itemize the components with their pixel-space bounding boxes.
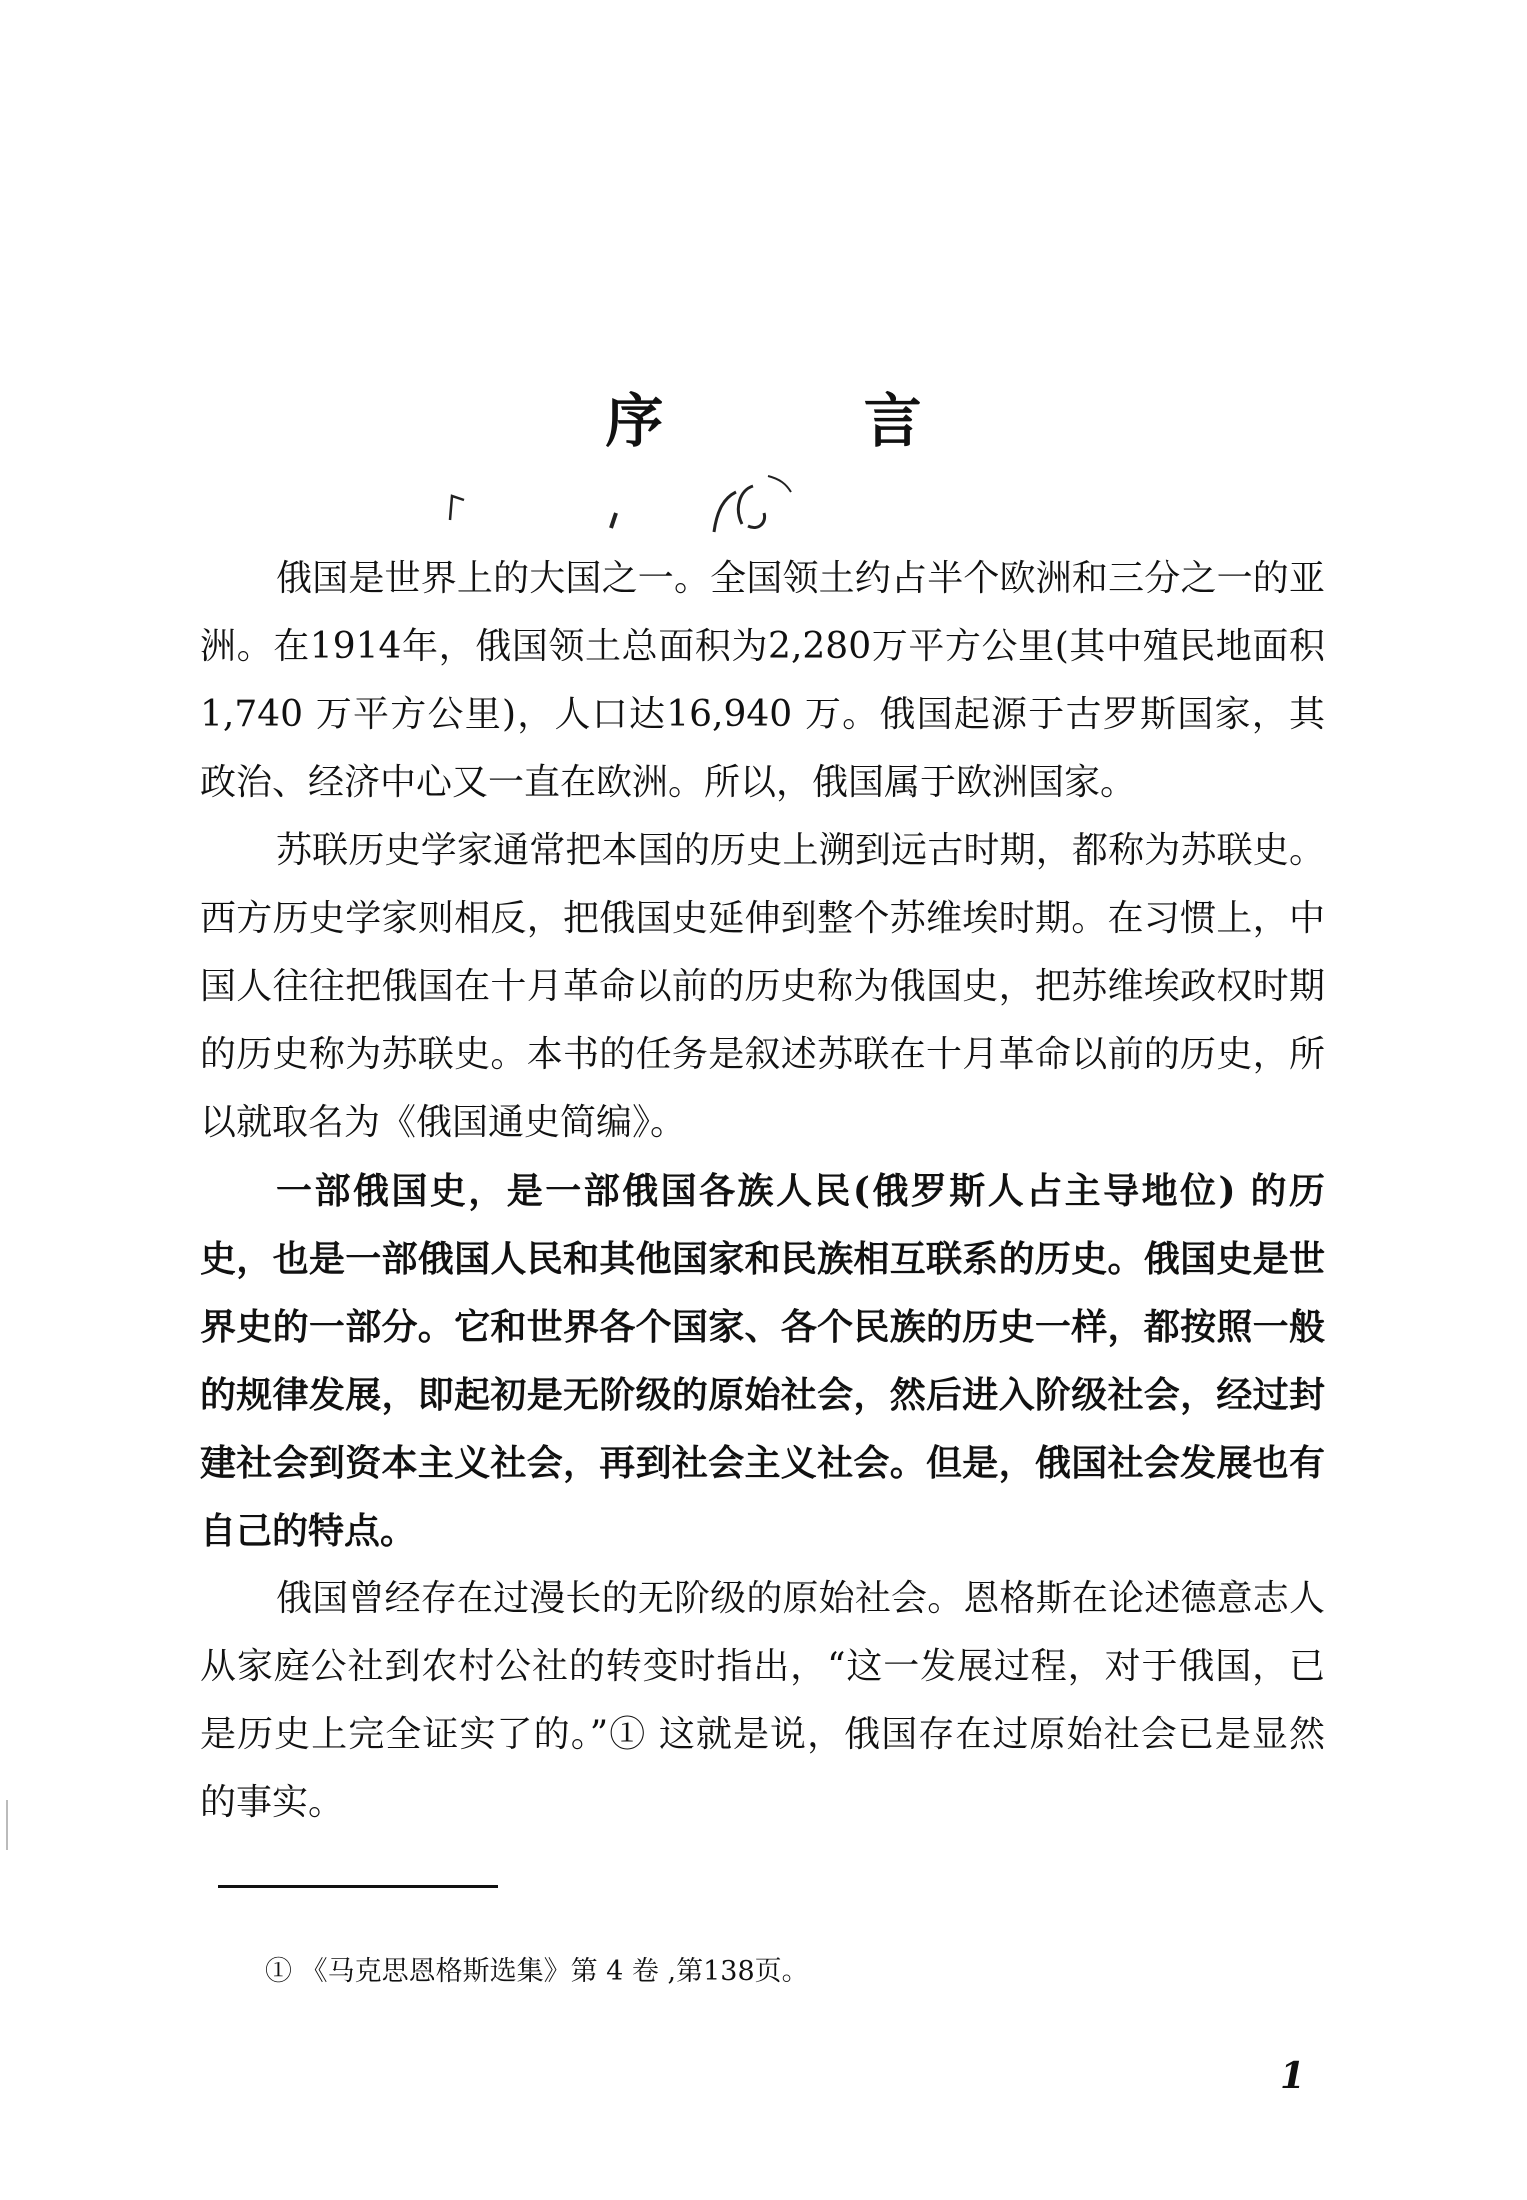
footnote-divider <box>218 1885 498 1888</box>
preface-body <box>200 545 1325 1837</box>
scan-edge-mark <box>6 1800 8 1850</box>
footnote: ① 《马克思恩格斯选集》第 4 卷 ,第138页。 <box>265 1956 809 1987</box>
paragraph-3: 一部俄国史，是一部俄国各族人民(俄罗斯人占主导地位) 的历史，也是一部俄国人民和其他国家和民族相互联系的历史。俄国史是世界史的一部分。它和世界各个国家、各个民族的历史一样，都按照一般的规律发展，即起初是无阶级的原始社会，然后进入阶级社会，经过封建社会到资本主义社会，再到社会主义社会。但是，俄国社会发展也有自己的特点。 <box>200 1170 1325 1552</box>
paragraph-4: 俄国曾经存在过漫长的无阶级的原始社会。恩格斯在论述德意志人从家庭公社到农村公社的转变时指出，“这一发展过程，对于俄国，已是历史上完全证实了的。”① 这就是说，俄国存在过原始社会已是显然的事实。 <box>200 1578 1325 1823</box>
paragraph-1: 俄国是世界上的大国之一。全国领土约占半个欧洲和三分之一的亚洲。在1914年，俄国领土总面积为2,280万平方公里(其中殖民地面积1,740 万平方公里)，人口达16,940 万。俄国起源于古罗斯国家，其政治、经济中心又一直在欧洲。所以，俄国属于欧洲国家。 <box>200 558 1325 803</box>
paragraph-2: 苏联历史学家通常把本国的历史上溯到远古时期，都称为苏联史。西方历史学家则相反，把俄国史延伸到整个苏维埃时期。在习惯上，中国人往往把俄国在十月革命以前的历史称为俄国史，把苏维埃政权时期的历史称为苏联史。本书的任务是叙述苏联在十月革命以前的历史，所以就取名为《俄国通史简编》。 <box>200 830 1325 1143</box>
page-number: 1 <box>1280 2055 1306 2097</box>
handwritten-marks <box>430 468 830 538</box>
page-title: 序 言 <box>605 387 1012 455</box>
